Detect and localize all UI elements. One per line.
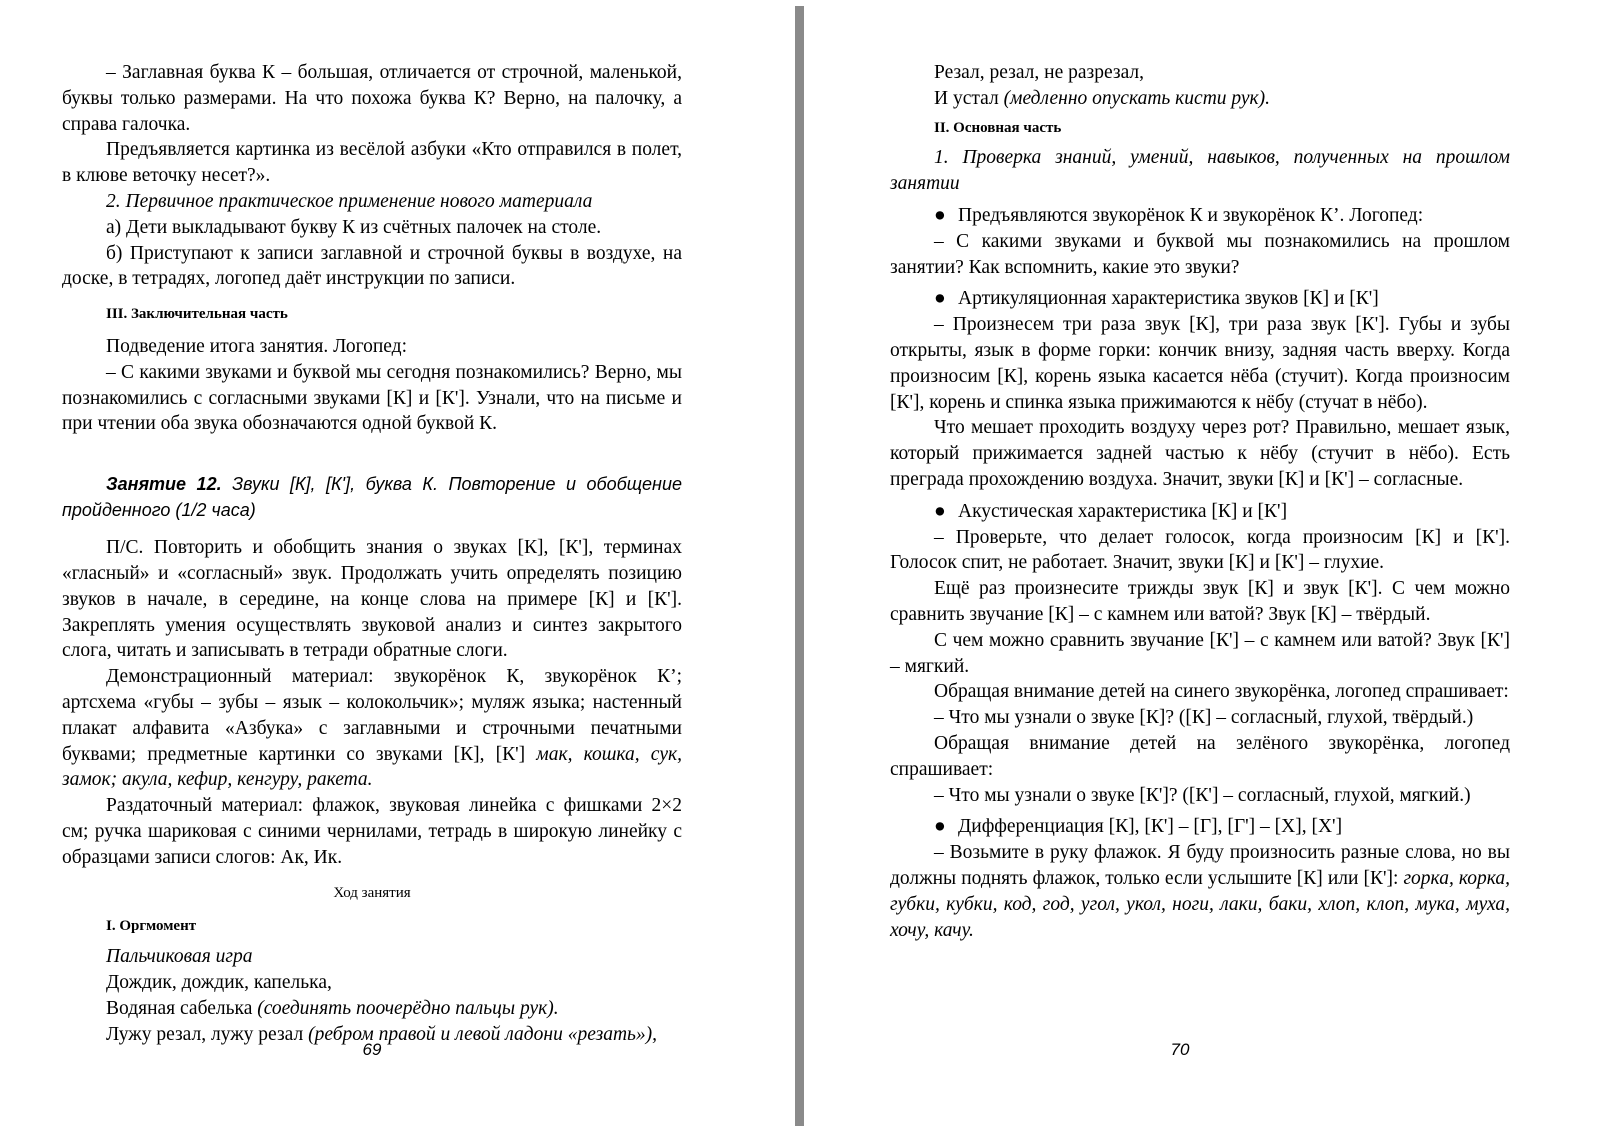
paragraph: Что мешает проходить воздуху через рот? Правильно, мешает язык, который прижимается задней частью к нёбу (стучит в нёбо). Есть преграда прохождению воздуха. Значит, звуки [К] и [К'] – согласные. — [890, 417, 1510, 490]
poem-note: (медленно опускать кисти рук). — [1003, 87, 1271, 109]
section-subheading: 2. Первичное практическое применение нового материала — [106, 190, 593, 212]
bullet-text: Артикуляционная характеристика звуков [К] и [К'] — [958, 288, 1379, 310]
section-heading-org: I. Оргмомент — [106, 918, 197, 935]
bullet-icon: ● — [934, 816, 946, 838]
poem-line: Резал, резал, не разрезал, — [934, 62, 1144, 83]
section-heading-main: II. Основная часть — [934, 119, 1062, 136]
poem-line — [62, 996, 682, 1022]
poem-text: И устал — [934, 87, 1004, 109]
paragraph: – С какими звуками и буквой мы сегодня познакомились? Верно, мы познакомились с согласными звуками [К] и [К']. Узнали, что на письме и при чтении оба звука обозначаются одной буквой К. — [62, 361, 682, 435]
paragraph: – Что мы узнали о звуке [К]? ([К] – согласный, глухой, твёрдый.) — [934, 707, 1474, 729]
page-number-left: 69 — [362, 1040, 382, 1059]
course-heading: Ход занятия — [333, 884, 411, 901]
lesson-title-text: Звуки [К], [К'], буква К. Повторение и обобщение пройденного (1/2 часа) — [62, 474, 682, 521]
game-title: Пальчиковая игра — [106, 946, 253, 968]
bullet-icon: ● — [934, 288, 946, 310]
poem-note: (соединять поочерёдно пальцы рук). — [257, 997, 559, 1019]
poem-line: Дождик, дождик, капелька, — [106, 971, 332, 993]
bullet-text: Акустическая характеристика [К] и [К'] — [958, 500, 1288, 522]
lesson-label: Занятие 12. — [106, 474, 222, 495]
paragraph: Предъявляется картинка из весёлой азбуки «Кто отправился в полет, в клюве веточку несет?». — [62, 139, 682, 187]
paragraph: – Произнесем три раза звук [К], три раза звук [К']. Губы и зубы открыты, язык в форме горки: кончик внизу, задняя часть вверху. Когда произносим [К], корень языка касается нёба (стучит). Когда произносим [К'], корень и спинка языка прижимаются к нёбу (стучат в нёбо). — [890, 314, 1510, 413]
paragraph-italic: горка, корка, губки, кубки, код, год, угол, укол, ноги, лаки, баки, хлоп, клоп, мука, муха, хочу, качу. — [890, 867, 1510, 941]
poem-text: Водяная сабелька — [106, 997, 258, 1019]
bullet-item — [890, 499, 1510, 525]
paragraph: Раздаточный материал: флажок, звуковая линейка с фишками 2×2 см; ручка шариковая с синими чернилами, тетрадь в широкую линейку с образцами записи слогов: Ак, Ик. — [62, 795, 682, 868]
bullet-item — [890, 814, 1510, 840]
paragraph — [890, 840, 1510, 943]
lesson-title — [62, 471, 682, 523]
paragraph-text: – Возьмите в руку флажок. Я буду произносить разные слова, но вы должны поднять флажок, только если услышите [К] или [К']: — [890, 842, 1510, 889]
paragraph: – Заглавная буква К – большая, отличается от строчной, маленькой, буквы только размерами. На что похожа буква К? Верно, на палочку, а справа галочка. — [62, 62, 682, 135]
bullet-icon: ● — [934, 204, 946, 226]
bullet-icon: ● — [934, 500, 946, 522]
section-subheading: 1. Проверка знаний, умений, навыков, полученных на прошлом занятии — [890, 147, 1510, 195]
paragraph: Обращая внимание детей на синего звукорёнка, логопед спрашивает: — [934, 681, 1509, 703]
right-page — [890, 60, 1510, 943]
bullet-text: Дифференциация [К], [К'] – [Г], [Г'] – [Х], [Х'] — [958, 816, 1343, 838]
paragraph: П/С. Повторить и обобщить знания о звуках [К], [К'], терминах «гласный» и «согласный» звук. Продолжать учить определять позицию звуков в начале, в середине, на конце слова на примере [К] и [К']. Закреплять умения осуществлять звуковой анализ и синтез закрытого слога, читать и записывать в тетради обратные слоги. — [62, 537, 682, 662]
page-number-right: 70 — [1170, 1040, 1190, 1059]
paragraph: Ещё раз произнесите трижды звук [К] и звук [К']. С чем можно сравнить звучание [К] – с камнем или ватой? Звук [К] – твёрдый. — [890, 578, 1510, 625]
bullet-item — [890, 203, 1510, 229]
paragraph: Обращая внимание детей на зелёного звукорёнка, логопед спрашивает: — [890, 732, 1510, 780]
poem-line — [890, 86, 1510, 112]
paragraph-text: Демонстрационный материал: звукорёнок К, звукорёнок К’; артсхема «губы – зубы – язык – колокольчик»; муляж языка; настенный плакат алфавита «Азбука» с заглавными и строчными печатными буквами; предметные картинки со звуками [К], [К'] — [62, 666, 682, 765]
paragraph: – С какими звуками и буквой мы познакомились на прошлом занятии? Как вспомнить, какие это звуки? — [890, 230, 1510, 278]
paragraph: б) Приступают к записи заглавной и строчной буквы в воздухе, на доске, в тетрадях, логопед даёт инструкции по записи. — [62, 242, 682, 290]
poem-text: Лужу резал, лужу резал — [106, 1023, 309, 1045]
paragraph: а) Дети выкладывают букву К из счётных палочек на столе. — [106, 216, 602, 238]
bullet-text: Предъявляются звукорёнок К и звукорёнок К’. Логопед: — [958, 204, 1424, 226]
poem-note: (ребром правой и левой ладони «резать»), — [308, 1023, 658, 1045]
paragraph: – Проверьте, что делает голосок, когда произносим [К] и [К']. Голосок спит, не работает. Значит, звуки [К] и [К'] – глухие. — [890, 526, 1510, 574]
bullet-item — [890, 286, 1510, 312]
section-heading-final: III. Заключительная часть — [106, 306, 288, 323]
paragraph: – Что мы узнали о звуке [К']? ([К'] – согласный, глухой, мягкий.) — [934, 784, 1471, 806]
paragraph: С чем можно сравнить звучание [К'] – с камнем или ватой? Звук [К'] – мягкий. — [890, 629, 1510, 677]
paragraph — [62, 664, 682, 793]
paragraph-italic: мак, кошка, сук, замок; акула, кефир, кенгуру, ракета. — [62, 743, 682, 791]
left-page — [62, 60, 682, 1047]
paragraph: Подведение итога занятия. Логопед: — [106, 335, 408, 357]
book-gutter — [795, 6, 804, 1126]
